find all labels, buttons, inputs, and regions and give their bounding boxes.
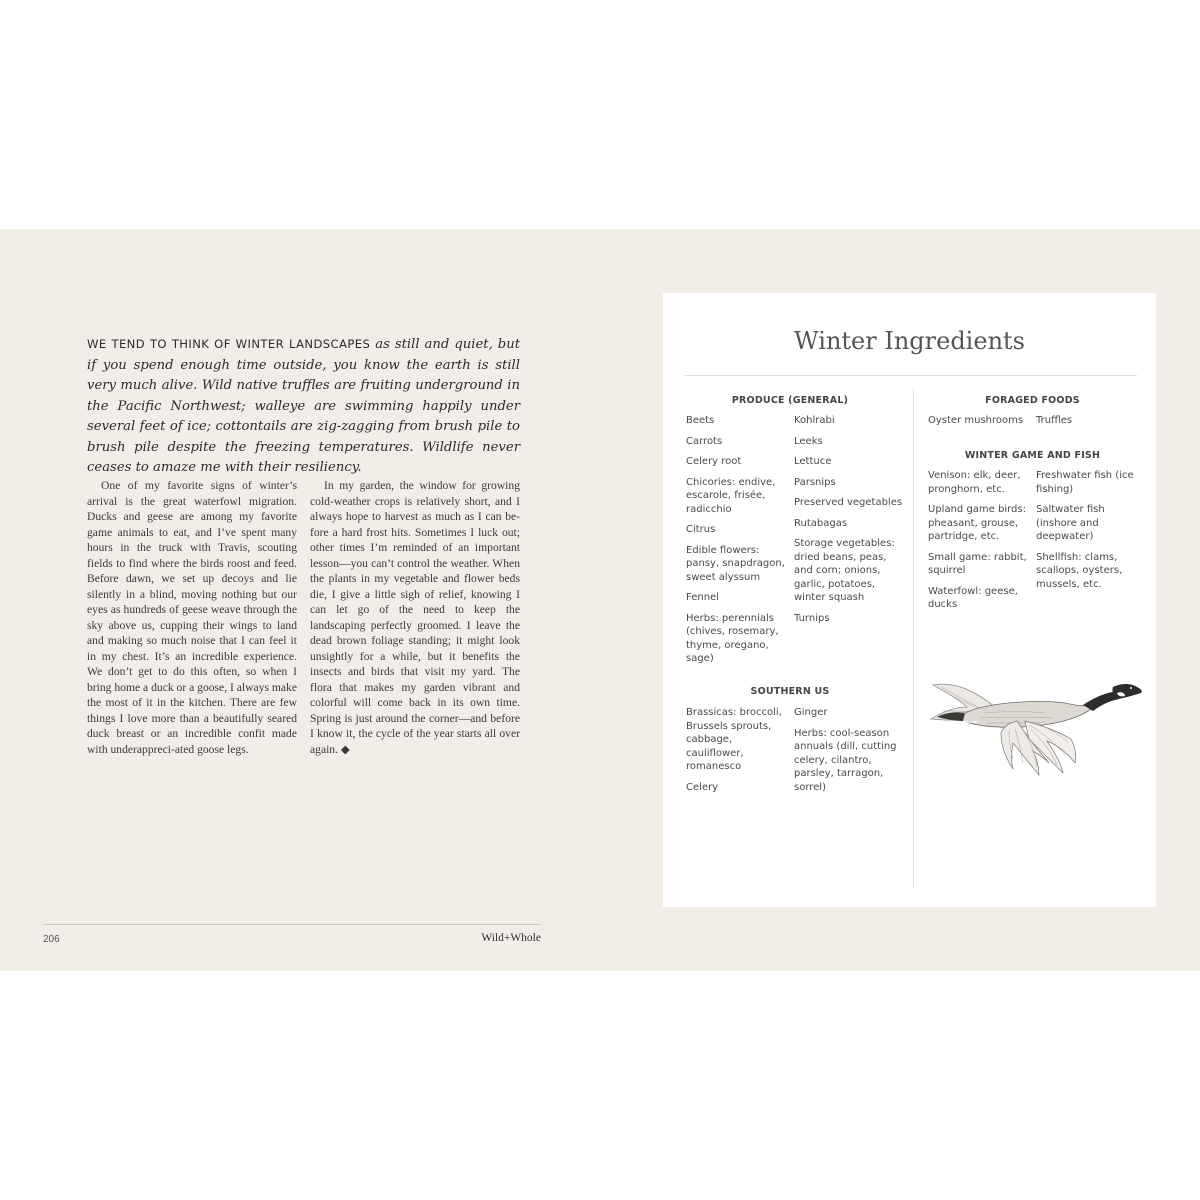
intro-lead: WE TEND TO THINK OF WINTER LANDSCAPES: [87, 337, 371, 351]
list-item: Carrots: [686, 435, 723, 447]
list-item: Citrus: [686, 524, 716, 535]
list-item: Waterfowl: geese, ducks: [928, 585, 1018, 610]
list-item: Brassicas: broccoli, Brussels sprouts, cabbage, cauliflower, romanesco: [686, 707, 782, 772]
section-heading-southern-us: SOUTHERN US: [750, 686, 830, 697]
produce-list-left: [686, 414, 790, 673]
ingredients-card: [663, 293, 1156, 907]
page-number: 206: [43, 934, 60, 945]
body-column-right: [310, 478, 520, 757]
section-heading-foraged: FORAGED FOODS: [985, 395, 1080, 406]
foraged-list-left: [928, 414, 1032, 435]
card-divider: [685, 375, 1137, 376]
foraged-list-right: [1036, 414, 1141, 435]
list-item: Herbs: cool-season annuals (dill, cutting celery, cilantro, parsley, tarragon, sorrel): [794, 727, 897, 793]
list-item: Lettuce: [794, 456, 832, 467]
body-column-left: [87, 478, 297, 757]
intro-paragraph: [87, 334, 520, 479]
list-item: Oyster mushrooms: [928, 415, 1024, 426]
list-item: Parsnips: [794, 476, 836, 488]
list-item: Preserved vegetables: [794, 497, 903, 508]
list-item: Freshwater fish (ice fishing): [1036, 470, 1134, 495]
list-item: Chicories: endive, escarole, frisée, radicchio: [686, 476, 776, 515]
list-item: Celery root: [686, 456, 742, 467]
list-item: Herbs: perennials (chives, rosemary, thyme, oregano, sage): [686, 612, 779, 664]
list-item: Upland game birds: pheasant, grouse, partridge, etc.: [928, 504, 1026, 542]
list-item: Storage vegetables: dried beans, peas, and corn; onions, garlic, potatoes, winter squash: [794, 538, 895, 603]
list-item: Small game: rabbit, squirrel: [928, 551, 1027, 576]
body-paragraph-2: In my garden, the window for growing cold-weather crops is relatively short, and I always hope to harvest as much as I can be-fore a hard frost hits. Sometimes I luck out; other times I’m reminded of an important lesson—you can’t control the weather. When the plants in my vegetable and flower beds die, I give a little sigh of relief, knowing I can let go of the need to keep the landscaping perfectly groomed. I leave the dead brown foliage standing; it might look unsightly for a while, but it benefits the insects and birds that visit my yard. The flora that makes my garden vibrant and colorful will come back in its own time. Spring is just around the corner—and before I know it, the cycle of the year starts all over again. ◆: [310, 479, 520, 756]
running-title: Wild+Whole: [481, 932, 541, 944]
list-item: Kohlrabi: [794, 415, 835, 426]
footer-rule: [43, 924, 541, 925]
list-item: Fennel: [686, 592, 719, 603]
section-heading-game-fish: WINTER GAME AND FISH: [964, 450, 1101, 461]
list-item: Venison: elk, deer, pronghorn, etc.: [928, 470, 1021, 495]
game-list-right: [1036, 469, 1141, 598]
body-paragraph-1: One of my favorite signs of winter’s arrival is the great waterfowl migration. Ducks and geese are among my favorite game animals to eat, and I’ve spent many hours in the truck with Travis, scouting fields to find where the birds roost and feed. Before dawn, we set up decoys and lie silently in a blind, moving nothing but our eyes as hundreds of geese weave through the sky above us, cupping their wings to land and making so much noise that I can feel it in my chest. It’s an incredible experience. We don’t get to do this often, so when I bring home a duck or a goose, I always make the most of it in the kitchen. There are few things I love more than a beautifully seared duck breast or an incredible confit made with underappreci-ated goose legs.: [87, 479, 297, 756]
list-item: Leeks: [794, 435, 823, 447]
list-item: Ginger: [794, 707, 828, 718]
game-list-left: [928, 469, 1032, 619]
list-item: Turnips: [794, 612, 830, 624]
list-item: Edible flowers: pansy, snapdragon, sweet alyssum: [686, 544, 785, 583]
section-heading-produce: PRODUCE (GENERAL): [731, 395, 849, 406]
list-item: Beets: [686, 415, 715, 426]
goose-illustration: [925, 663, 1145, 778]
list-item: Celery: [686, 781, 719, 793]
card-column-divider: [913, 389, 914, 887]
intro-text: as still and quiet, but if you spend enough time outside, you know the earth is still very much alive. Wild native truffles are fruiting underground in the Pacific Northwest; walleye are swimming happily under several feet of ice; cottontails are zig-zagging from brush pile to brush pile despite the freezing temperatures. Wildlife never ceases to amaze me with their resiliency.: [87, 337, 520, 475]
southern-list-left: [686, 706, 790, 801]
list-item: Saltwater fish (inshore and deepwater): [1036, 504, 1105, 542]
produce-list-right: [794, 414, 904, 632]
list-item: Rutabagas: [794, 517, 848, 529]
southern-list-right: [794, 706, 904, 801]
list-item: Shellfish: clams, scallops, oysters, mussels, etc.: [1036, 551, 1123, 590]
list-item: Truffles: [1036, 415, 1073, 426]
card-title: Winter Ingredients: [794, 327, 1025, 355]
